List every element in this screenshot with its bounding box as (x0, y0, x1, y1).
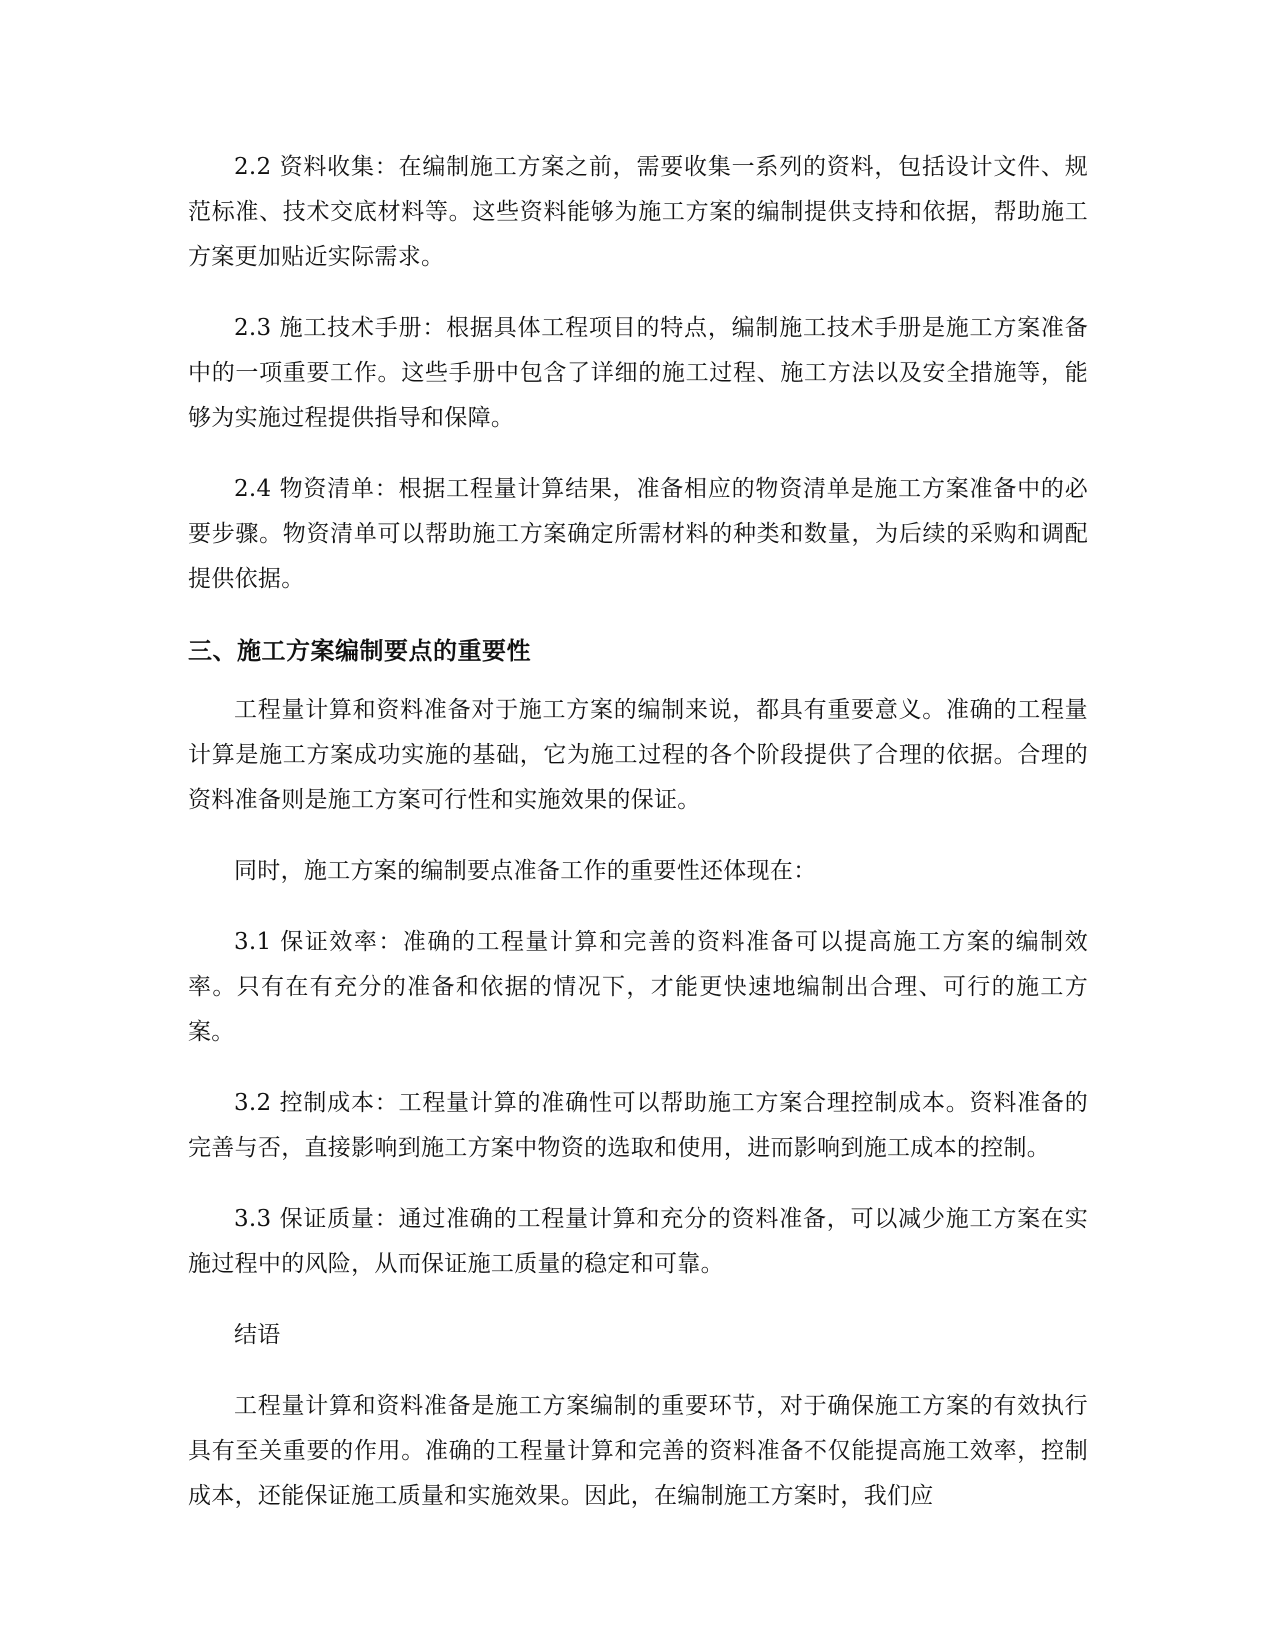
paragraph-also: 同时，施工方案的编制要点准备工作的重要性还体现在： (234, 858, 817, 884)
document-body (188, 145, 1088, 1545)
paragraph-conclusion: 工程量计算和资料准备是施工方案编制的重要环节，对于确保施工方案的有效执行具有至关重要的作用。准确的工程量计算和完善的资料准备不仅能提高施工效率，控制成本，还能保证施工质量和实施效果。因此，在编制施工方案时，我们应 (188, 1393, 1088, 1509)
paragraph-3-1: 3.1 保证效率：准确的工程量计算和完善的资料准备可以提高施工方案的编制效率。只有在有充分的准备和依据的情况下，才能更快速地编制出合理、可行的施工方案。 (188, 929, 1088, 1045)
paragraph-2-4: 2.4 物资清单：根据工程量计算结果，准备相应的物资清单是施工方案准备中的必要步骤。物资清单可以帮助施工方案确定所需材料的种类和数量，为后续的采购和调配提供依据。 (188, 476, 1088, 592)
paragraph-2-2: 2.2 资料收集：在编制施工方案之前，需要收集一系列的资料，包括设计文件、规范标准、技术交底材料等。这些资料能够为施工方案的编制提供支持和依据，帮助施工方案更加贴近实际需求。 (188, 154, 1088, 270)
paragraph-3-3: 3.3 保证质量：通过准确的工程量计算和充分的资料准备，可以减少施工方案在实施过程中的风险，从而保证施工质量的稳定和可靠。 (188, 1206, 1088, 1277)
paragraph-importance: 工程量计算和资料准备对于施工方案的编制来说，都具有重要意义。准确的工程量计算是施工方案成功实施的基础，它为施工过程的各个阶段提供了合理的依据。合理的资料准备则是施工方案可行性和实施效果的保证。 (188, 697, 1088, 813)
paragraph-2-3: 2.3 施工技术手册：根据具体工程项目的特点，编制施工技术手册是施工方案准备中的一项重要工作。这些手册中包含了详细的施工过程、施工方法以及安全措施等，能够为实施过程提供指导和保障。 (188, 315, 1088, 431)
paragraph-3-2: 3.2 控制成本：工程量计算的准确性可以帮助施工方案合理控制成本。资料准备的完善与否，直接影响到施工方案中物资的选取和使用，进而影响到施工成本的控制。 (188, 1090, 1088, 1161)
conclusion-label: 结语 (234, 1322, 281, 1348)
section-heading: 三、施工方案编制要点的重要性 (188, 637, 531, 665)
